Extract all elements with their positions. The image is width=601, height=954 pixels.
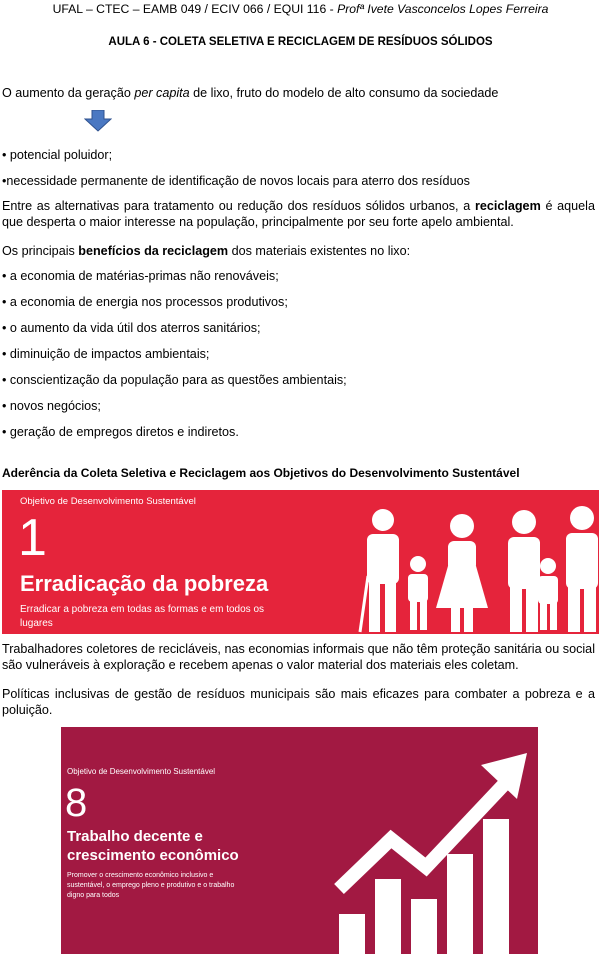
sdg8-subtitle-line: sustentável, o emprego pleno e produtivo e o trabalho <box>67 882 235 889</box>
intro-paragraph <box>2 85 498 101</box>
benefits-text-2: dos materiais existentes no lixo: <box>228 244 411 258</box>
benefits-intro <box>2 243 410 259</box>
sdg8-subtitle <box>67 871 234 901</box>
consequence-item: •necessidade permanente de identificação de novos locais para aterro dos resíduos <box>2 174 470 188</box>
benefit-item: • conscientização da população para as questões ambientais; <box>2 373 347 387</box>
benefits-bold: benefícios da reciclagem <box>78 244 229 258</box>
sdg8-label: Objetivo de Desenvolvimento Sustentável <box>67 767 216 776</box>
header-course: UFAL – CTEC – EAMB 049 / ECIV 066 / EQUI 116 - <box>52 2 338 16</box>
benefit-item: • geração de empregos diretos e indiretos. <box>2 425 239 439</box>
header-professor: Profª Ivete Vasconcelos Lopes Ferreira <box>337 2 549 16</box>
benefit-item: • novos negócios; <box>2 399 101 413</box>
sdg1-subtitle-line: Erradicar a pobreza em todas as formas e em todos os <box>20 604 265 615</box>
sdg8-subtitle-line: Promover o crescimento econômico inclusivo e <box>67 872 214 879</box>
down-arrow-icon <box>84 110 112 132</box>
policies-paragraph: Políticas inclusivas de gestão de resíduos municipais são mais eficazes para combater a pobreza e a poluição. <box>2 687 595 717</box>
intro-text-2: de lixo, fruto do modelo de alto consumo da sociedade <box>189 86 499 100</box>
consequence-item: • potencial poluidor; <box>2 148 113 162</box>
sdg8-number: 8 <box>65 781 88 825</box>
para1-text-1: Entre as alternativas para tratamento ou redução dos resíduos sólidos urbanos, a <box>2 199 475 213</box>
sdg1-title: Erradicação da pobreza <box>20 571 269 596</box>
sdg8-title-line: Trabalho decente e <box>67 828 203 845</box>
sdg1-label: Objetivo de Desenvolvimento Sustentável <box>20 496 196 507</box>
sdg8-title-line: crescimento econômico <box>67 847 239 864</box>
intro-text-1: O aumento da geração <box>2 86 135 100</box>
benefits-text-1: Os principais <box>2 244 79 258</box>
sdg1-subtitle-line: lugares <box>20 618 53 629</box>
sdg1-card <box>2 490 599 634</box>
collectors-paragraph: Trabalhadores coletores de recicláveis, nas economias informais que não têm proteção sanitária ou social são vulneráveis à exploração e recebem apenas o valor material dos materiais eles coletam. <box>2 642 595 672</box>
ods-heading: Aderência da Coleta Seletiva e Reciclagem aos Objetivos do Desenvolvimento Sustentável <box>2 466 520 480</box>
para1-text-2: é aquela que desperta o maior interesse na população, principalmente por seu forte apelo ambiental. <box>2 199 595 229</box>
sdg8-subtitle-line: digno para todos <box>67 892 120 899</box>
intro-italic: per capita <box>134 86 190 100</box>
sdg8-card <box>61 727 538 954</box>
recycling-paragraph <box>2 198 595 230</box>
para1-bold: reciclagem <box>474 199 541 213</box>
benefit-item: • diminuição de impactos ambientais; <box>2 347 210 361</box>
sdg1-number: 1 <box>18 509 47 567</box>
sdg8-title <box>67 827 239 865</box>
benefit-item: • a economia de matérias-primas não renováveis; <box>2 269 279 283</box>
lesson-title: AULA 6 - COLETA SELETIVA E RECICLAGEM DE RESÍDUOS SÓLIDOS <box>108 36 493 48</box>
benefit-item: • o aumento da vida útil dos aterros sanitários; <box>2 321 261 335</box>
growth-chart-icon <box>331 749 531 954</box>
family-icon <box>354 504 598 634</box>
page-header <box>0 2 601 16</box>
sdg1-subtitle <box>20 603 264 631</box>
benefit-item: • a economia de energia nos processos produtivos; <box>2 295 288 309</box>
